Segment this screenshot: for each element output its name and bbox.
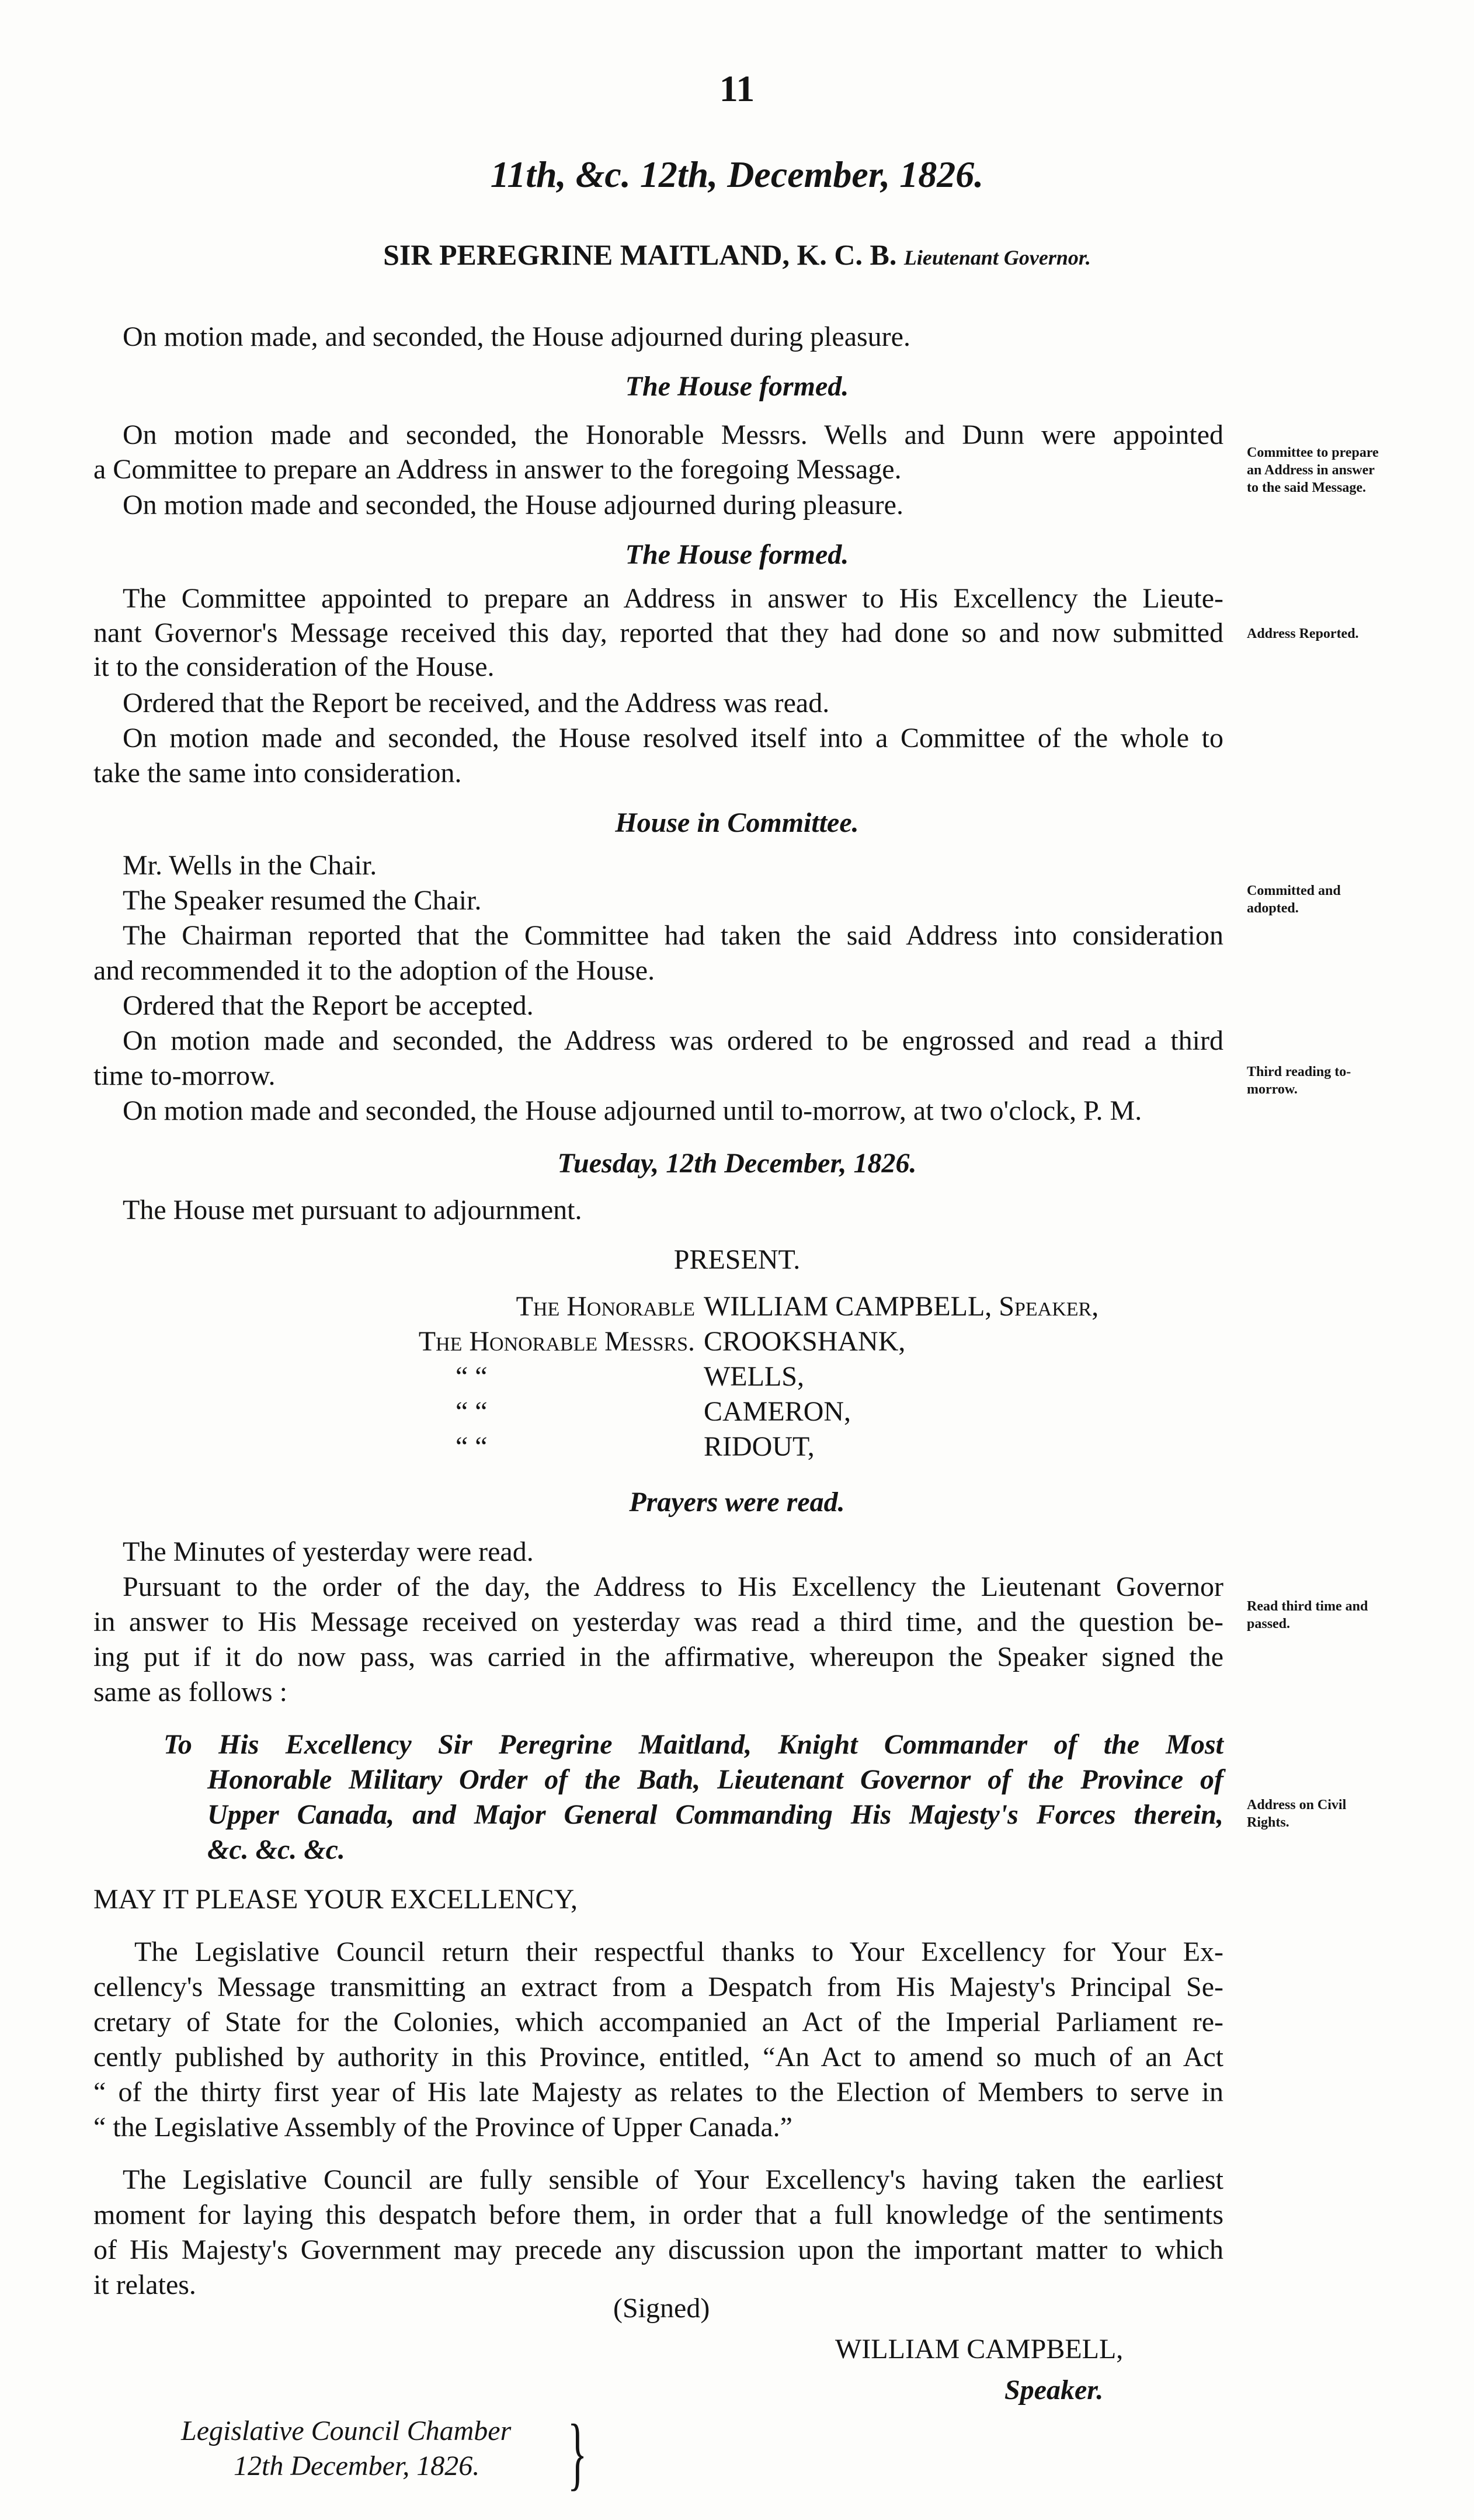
address-line: Upper Canada, and Major General Commanding His Majesty's Forces therein, [207,1799,1223,1830]
present-member: CROOKSHANK, [704,1326,906,1357]
text-line: The Committee appointed to prepare an Address in answer to His Excellency the Lieute- [123,583,1223,614]
address-line: Honorable Military Order of the Bath, Lieutenant Governor of the Province of [207,1764,1223,1795]
present-member: WILLIAM CAMPBELL, Speaker, [704,1291,1099,1322]
text-line: time to-morrow. [93,1060,276,1091]
address-line: To His Excellency Sir Peregrine Maitland, Knight Commander of the Most [164,1729,1223,1760]
text-line: On motion made and seconded, the House resolved itself into a Committee of the whole to [123,723,1223,754]
text-line: On motion made and seconded, the Honorable Messrs. Wells and Dunn were appointed [123,419,1223,450]
chamber-line: Legislative Council Chamber [181,2415,512,2446]
text-line: The Minutes of yesterday were read. [123,1536,534,1567]
text-line: cently published by authority in this Province, entitled, “An Act to amend so much of an Act [93,2042,1223,2073]
text-line: Ordered that the Report be received, and the Address was read. [123,688,830,718]
margin-note: Committee to prepare an Address in answer to the said Message. [1247,445,1379,495]
text-line: On motion made and seconded, the House adjourned until to-morrow, at two o'clock, P. M. [123,1095,1142,1126]
margin-note: Committed and adopted. [1247,883,1341,916]
section-heading: Prayers were read. [629,1487,845,1518]
text-line: and recommended it to the adoption of the House. [93,955,655,986]
address-line: &c. &c. &c. [207,1834,345,1865]
text-line: take the same into consideration. [93,758,462,789]
present-member: CAMERON, [704,1396,851,1427]
text-line: On motion made, and seconded, the House adjourned during pleasure. [123,321,910,352]
page-number: 11 [719,68,755,109]
margin-note: Read third time and passed. [1247,1599,1368,1632]
margin-note: Third reading to- morrow. [1247,1064,1351,1097]
margin-note: Address Reported. [1247,626,1359,641]
text-line: The Legislative Council return their respectful thanks to Your Excellency for Your Ex- [134,1936,1223,1967]
text-line: cretary of State for the Colonies, which accompanied an Act of the Imperial Parliament re- [93,2007,1223,2037]
text-line: “ of the thirty first year of His late Majesty as relates to the Election of Members to serve in [93,2077,1223,2108]
signature-title: Speaker. [1004,2375,1104,2406]
chamber-date: 12th December, 1826. [234,2450,480,2481]
text-line: The Speaker resumed the Chair. [123,885,482,916]
signature-name: WILLIAM CAMPBELL, [835,2334,1124,2365]
text-line: moment for laying this despatch before them, in order that a full knowledge of the sentiments [93,2199,1223,2230]
margin-note: Address on Civil Rights. [1247,1797,1347,1830]
ditto-marks: “ “ [456,1396,488,1427]
signed-label: (Signed) [613,2293,710,2324]
present-prefix: The Honorable [516,1291,695,1322]
text-line: On motion made and seconded, the Address was ordered to be engrossed and read a third [123,1025,1223,1056]
text-line: “ the Legislative Assembly of the Province of Upper Canada.” [93,2112,792,2143]
text-line: On motion made and seconded, the House adjourned during pleasure. [123,490,903,520]
date-subheading: Tuesday, 12th December, 1826. [557,1148,917,1179]
text-line: same as follows : [93,1676,287,1707]
text-line: The House met pursuant to adjournment. [123,1195,582,1226]
present-heading: PRESENT. [673,1244,801,1275]
text-line: in answer to His Message received on yesterday was read a third time, and the question be- [93,1606,1223,1637]
text-line: Ordered that the Report be accepted. [123,990,534,1021]
text-line: a Committee to prepare an Address in answer to the foregoing Message. [93,454,902,485]
text-line: The Legislative Council are fully sensible of Your Excellency's having taken the earliest [123,2164,1223,2195]
ditto-marks: “ “ [456,1361,488,1392]
text-line: cellency's Message transmitting an extract from a Despatch from His Majesty's Principal Se- [93,1971,1223,2002]
text-line: The Chairman reported that the Committee had taken the said Address into consideration [123,920,1223,951]
present-prefix: The Honorable Messrs. [418,1326,695,1357]
text-line: it to the consideration of the House. [93,651,495,682]
text-line: it relates. [93,2269,196,2300]
date-heading: 11th, &c. 12th, December, 1826. [490,154,984,195]
section-heading: The House formed. [625,539,849,570]
brace-glyph: } [567,2408,587,2498]
section-heading: House in Committee. [615,807,859,838]
text-line: ing put if it do now pass, was carried in the affirmative, whereupon the Speaker signed the [93,1641,1223,1672]
governor-name: SIR PEREGRINE MAITLAND, K. C. B. [383,238,897,271]
text-line: Mr. Wells in the Chair. [123,850,377,881]
text-line: of His Majesty's Government may precede any discussion upon the important matter to which [93,2234,1223,2265]
text-line: Pursuant to the order of the day, the Address to His Excellency the Lieutenant Governor [123,1571,1223,1602]
present-member: WELLS, [704,1361,804,1392]
section-heading: The House formed. [625,371,849,402]
present-member: RIDOUT, [704,1431,815,1462]
salutation: MAY IT PLEASE YOUR EXCELLENCY, [93,1884,578,1915]
text-line: nant Governor's Message received this day, reported that they had done so and now submitted [93,617,1223,648]
ditto-marks: “ “ [456,1431,488,1462]
governor-heading [0,238,1474,272]
governor-title: Lieutenant Governor. [903,246,1091,269]
